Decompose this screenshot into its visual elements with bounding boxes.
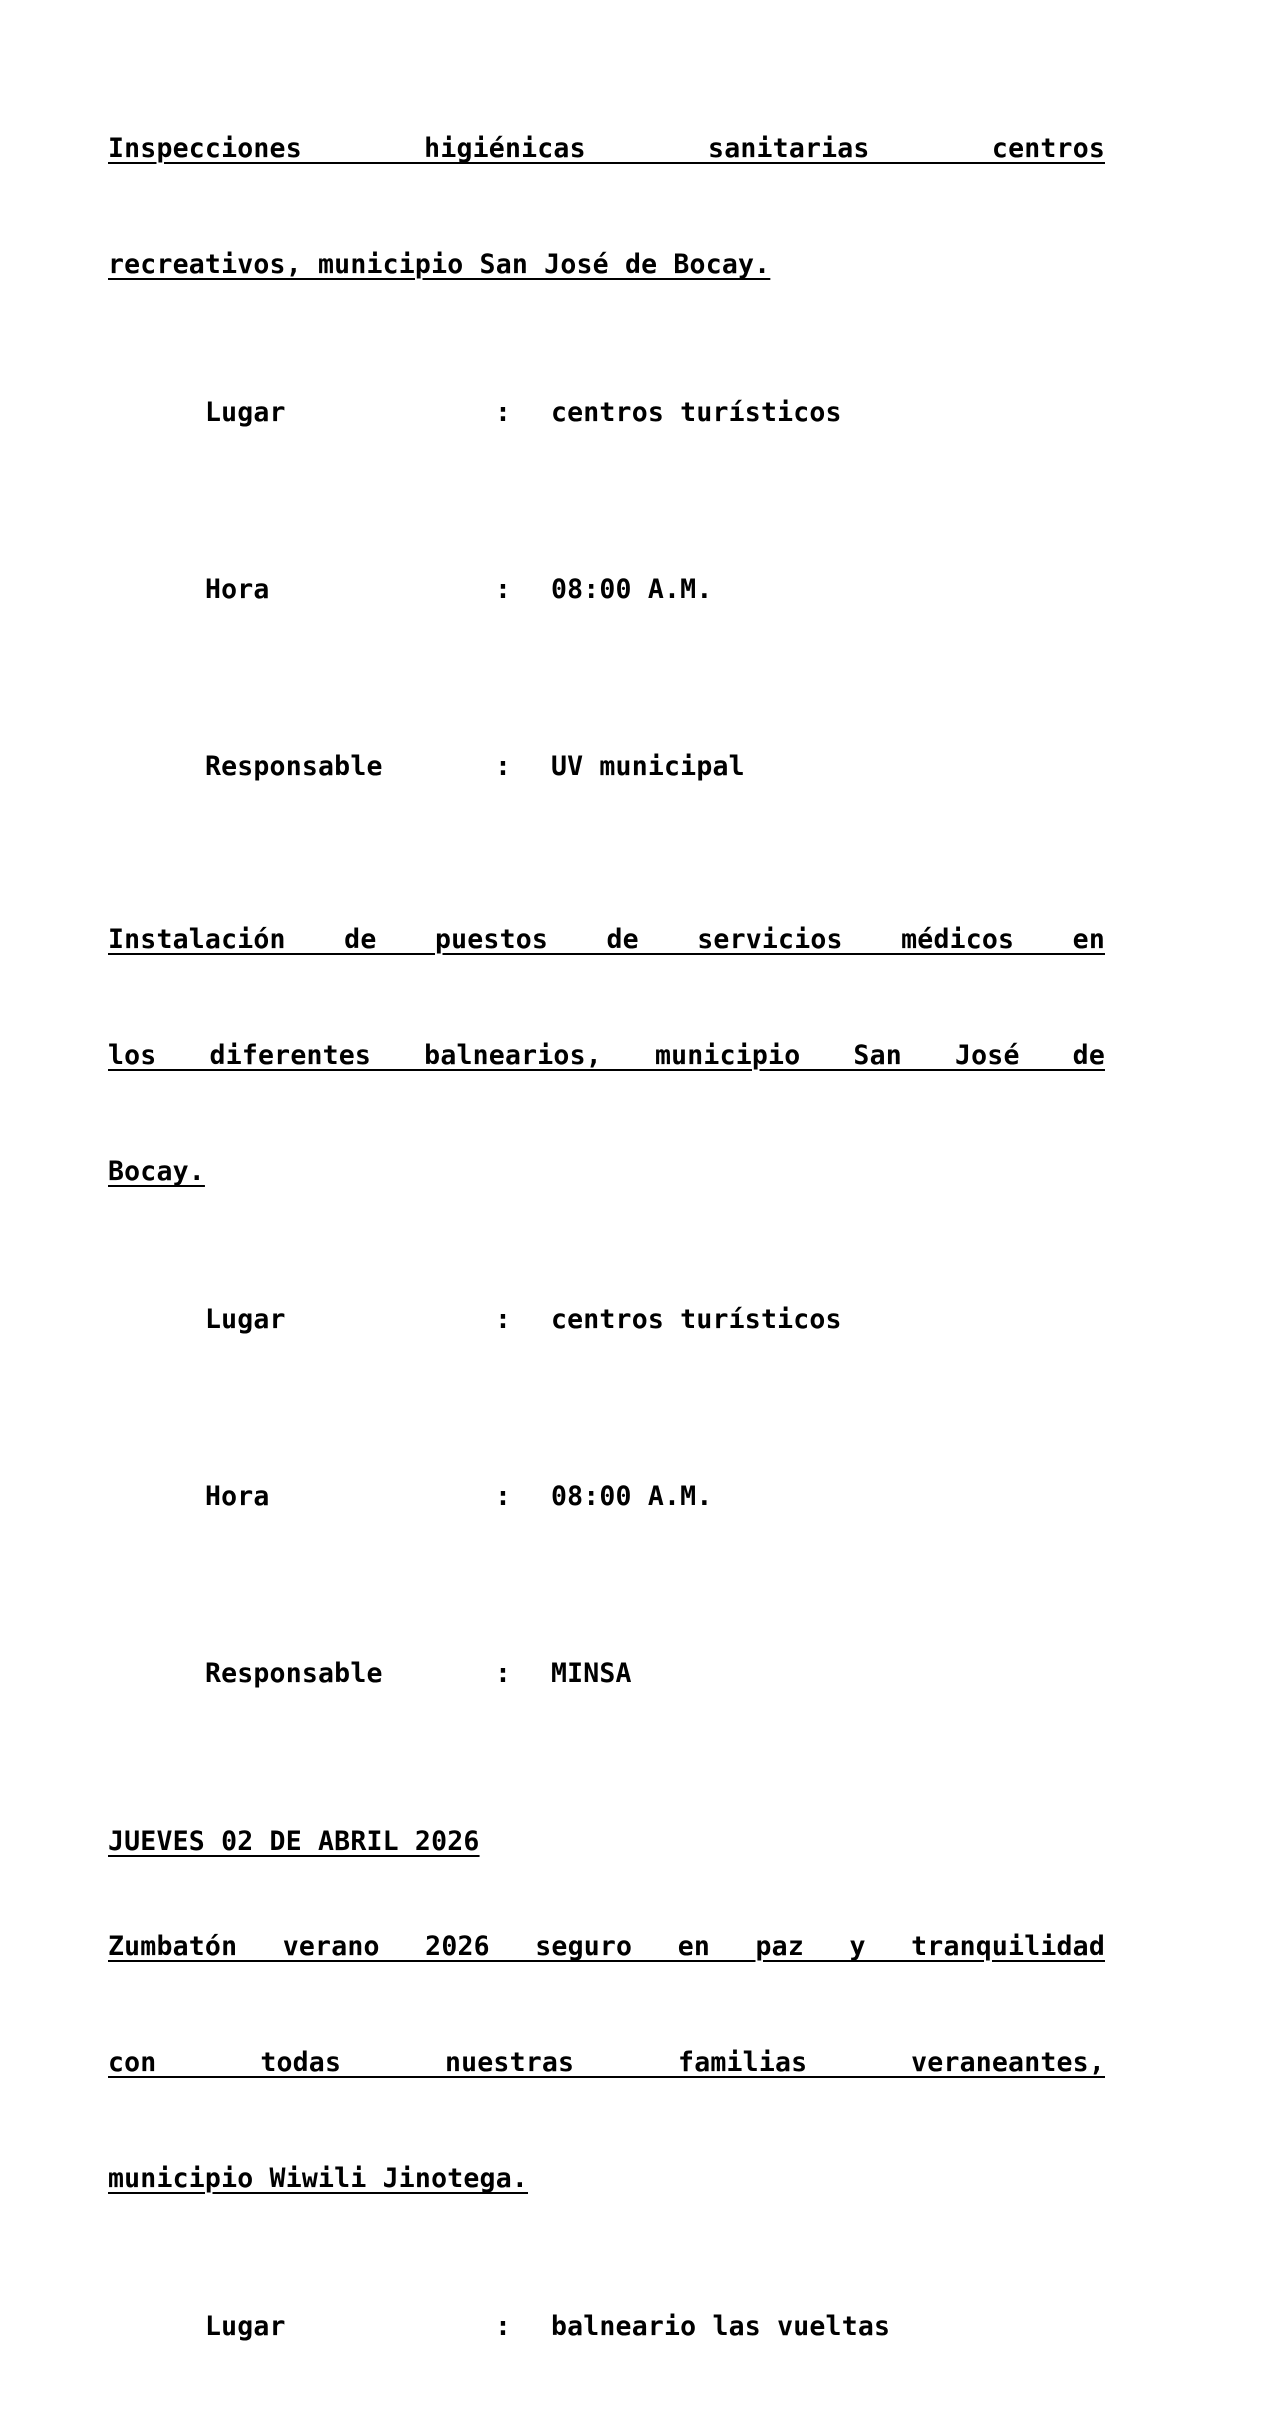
detail-value: MINSA	[550, 1658, 632, 1689]
section-zumbaton-heading	[108, 1918, 1105, 2208]
heading-line	[108, 1027, 1105, 1143]
heading-line-text: municipio Wiwili Jinotega.	[108, 2163, 529, 2194]
detail-value: balneario las vueltas	[550, 2311, 891, 2342]
detail-label: Lugar	[204, 397, 286, 428]
detail-row	[108, 2238, 1105, 2415]
heading-line-text: Instalación de puestos de servicios médicos en	[108, 924, 1105, 955]
date-heading	[108, 1822, 1105, 1862]
detail-label: Hora	[204, 574, 270, 605]
heading-line	[108, 2034, 1105, 2150]
detail-row	[108, 501, 1105, 678]
heading-line-text: recreativos, municipio San José de Bocay.	[108, 249, 771, 280]
detail-colon: :	[494, 751, 512, 782]
heading-line-text: los diferentes balnearios, municipio San José de	[108, 1040, 1105, 1071]
detail-row	[108, 1585, 1105, 1762]
detail-label: Responsable	[204, 751, 383, 782]
spacer	[108, 1862, 1105, 1918]
detail-value: centros turísticos	[550, 1304, 842, 1335]
section-inspecciones-details	[108, 324, 1105, 855]
section-instalacion-heading	[108, 911, 1105, 1201]
detail-row	[108, 678, 1105, 855]
detail-label: Responsable	[204, 1658, 383, 1689]
detail-label: Hora	[204, 1481, 270, 1512]
heading-line	[108, 1918, 1105, 2034]
section-instalacion-details	[108, 1231, 1105, 1762]
detail-value: 08:00 A.M.	[550, 574, 713, 605]
detail-label: Lugar	[204, 1304, 286, 1335]
detail-row	[108, 1408, 1105, 1585]
detail-value: 08:00 A.M.	[550, 1481, 713, 1512]
detail-colon: :	[494, 397, 512, 428]
date-heading-text: JUEVES 02 DE ABRIL 2026	[108, 1826, 480, 1857]
heading-line-text: Bocay.	[108, 1156, 205, 1187]
section-inspecciones-heading	[108, 120, 1105, 294]
section-zumbaton-details	[108, 2238, 1105, 2415]
detail-colon: :	[494, 1304, 512, 1335]
detail-colon: :	[494, 574, 512, 605]
heading-line	[108, 1143, 1105, 1201]
detail-row	[108, 1231, 1105, 1408]
detail-colon: :	[494, 2311, 512, 2342]
detail-value: UV municipal	[550, 751, 745, 782]
spacer	[108, 855, 1105, 911]
spacer	[108, 2208, 1105, 2238]
spacer	[108, 1201, 1105, 1231]
heading-line	[108, 911, 1105, 1027]
heading-line-text: Inspecciones higiénicas sanitarias centros	[108, 133, 1105, 164]
heading-line	[108, 236, 1105, 294]
detail-label: Lugar	[204, 2311, 286, 2342]
spacer	[108, 1762, 1105, 1822]
heading-line	[108, 2150, 1105, 2208]
detail-row	[108, 324, 1105, 501]
heading-line-text: Zumbatón verano 2026 seguro en paz y tranquilidad	[108, 1931, 1105, 1962]
detail-colon: :	[494, 1481, 512, 1512]
heading-line-text: con todas nuestras familias veraneantes,	[108, 2047, 1105, 2078]
spacer	[108, 294, 1105, 324]
heading-line	[108, 120, 1105, 236]
detail-value: centros turísticos	[550, 397, 842, 428]
detail-colon: :	[494, 1658, 512, 1689]
